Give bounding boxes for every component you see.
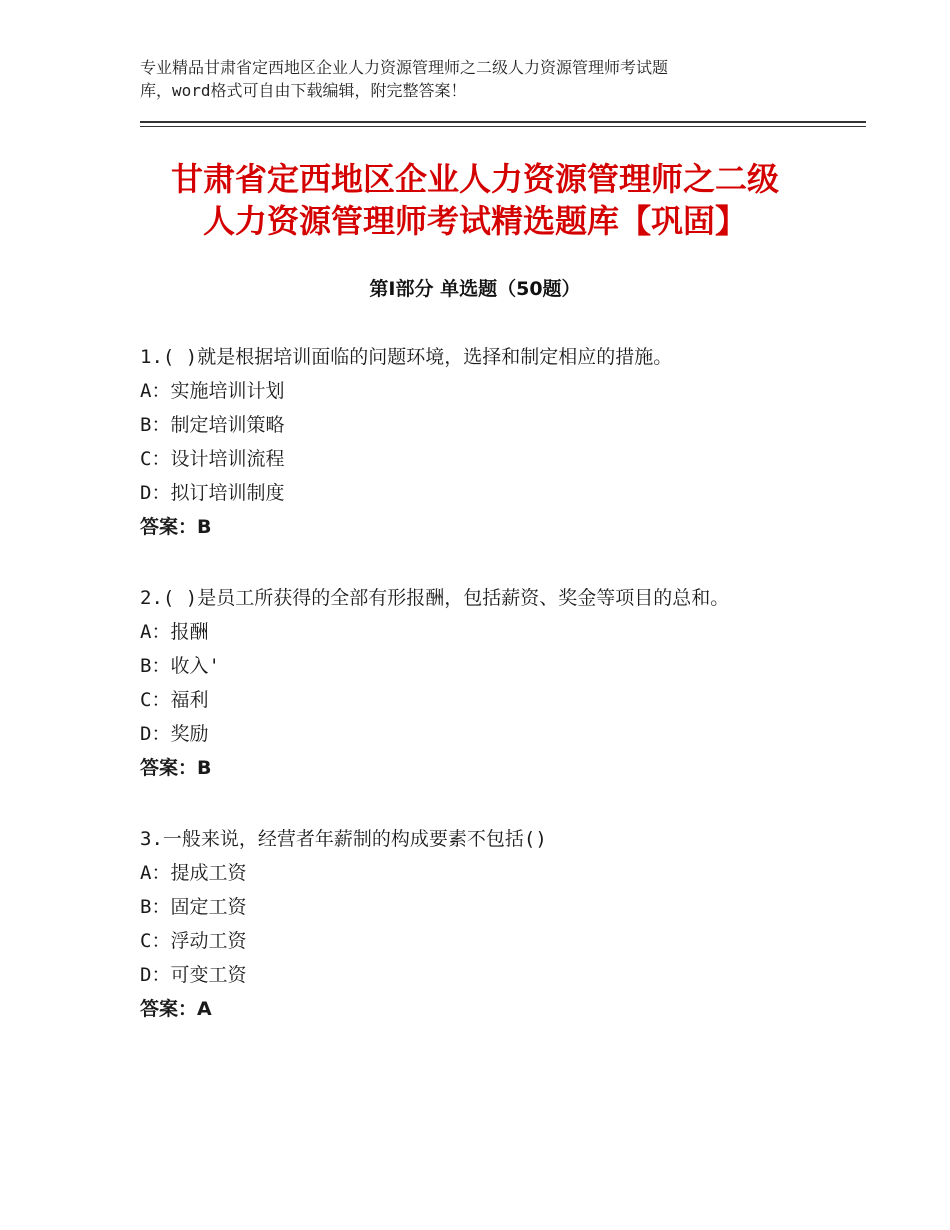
answer-label: 答案：A [140, 998, 212, 1020]
option-b: B：固定工资 [140, 896, 247, 918]
option-a: A：提成工资 [140, 862, 247, 884]
header-divider [140, 121, 866, 123]
option-b: B：制定培训策略 [140, 414, 285, 436]
answer-label: 答案：B [140, 516, 212, 538]
option-c: C：设计培训流程 [140, 448, 285, 470]
option-d: D：可变工资 [140, 964, 247, 986]
header-line: 专业精品甘肃省定西地区企业人力资源管理师之二级人力资源管理师考试题 [140, 58, 669, 77]
section-heading: 第I部分 单选题（50题） [369, 278, 581, 300]
header-line: 库，word格式可自由下载编辑，附完整答案！ [140, 81, 467, 100]
question-stem: 1.( )就是根据培训面临的问题环境，选择和制定相应的措施。 [140, 346, 673, 368]
header-divider-thin [140, 126, 866, 127]
question-stem: 3.一般来说，经营者年薪制的构成要素不包括() [140, 828, 547, 850]
option-a: A：报酬 [140, 621, 209, 643]
title-line: 甘肃省定西地区企业人力资源管理师之二级 [170, 160, 779, 198]
option-b: B：收入' [140, 655, 220, 677]
question-2 [140, 581, 860, 785]
option-a: A：实施培训计划 [140, 380, 285, 402]
answer-label: 答案：B [140, 757, 212, 779]
option-d: D：拟订培训制度 [140, 482, 285, 504]
question-3 [140, 822, 860, 1026]
title-line: 人力资源管理师考试精选题库【巩固】 [202, 202, 747, 240]
option-d: D：奖励 [140, 723, 209, 745]
option-c: C：福利 [140, 689, 209, 711]
document-header [140, 56, 790, 102]
document-title [120, 158, 830, 242]
option-c: C：浮动工资 [140, 930, 247, 952]
question-list [140, 340, 860, 1063]
question-1 [140, 340, 860, 544]
question-stem: 2.( )是员工所获得的全部有形报酬，包括薪资、奖金等项目的总和。 [140, 587, 730, 609]
